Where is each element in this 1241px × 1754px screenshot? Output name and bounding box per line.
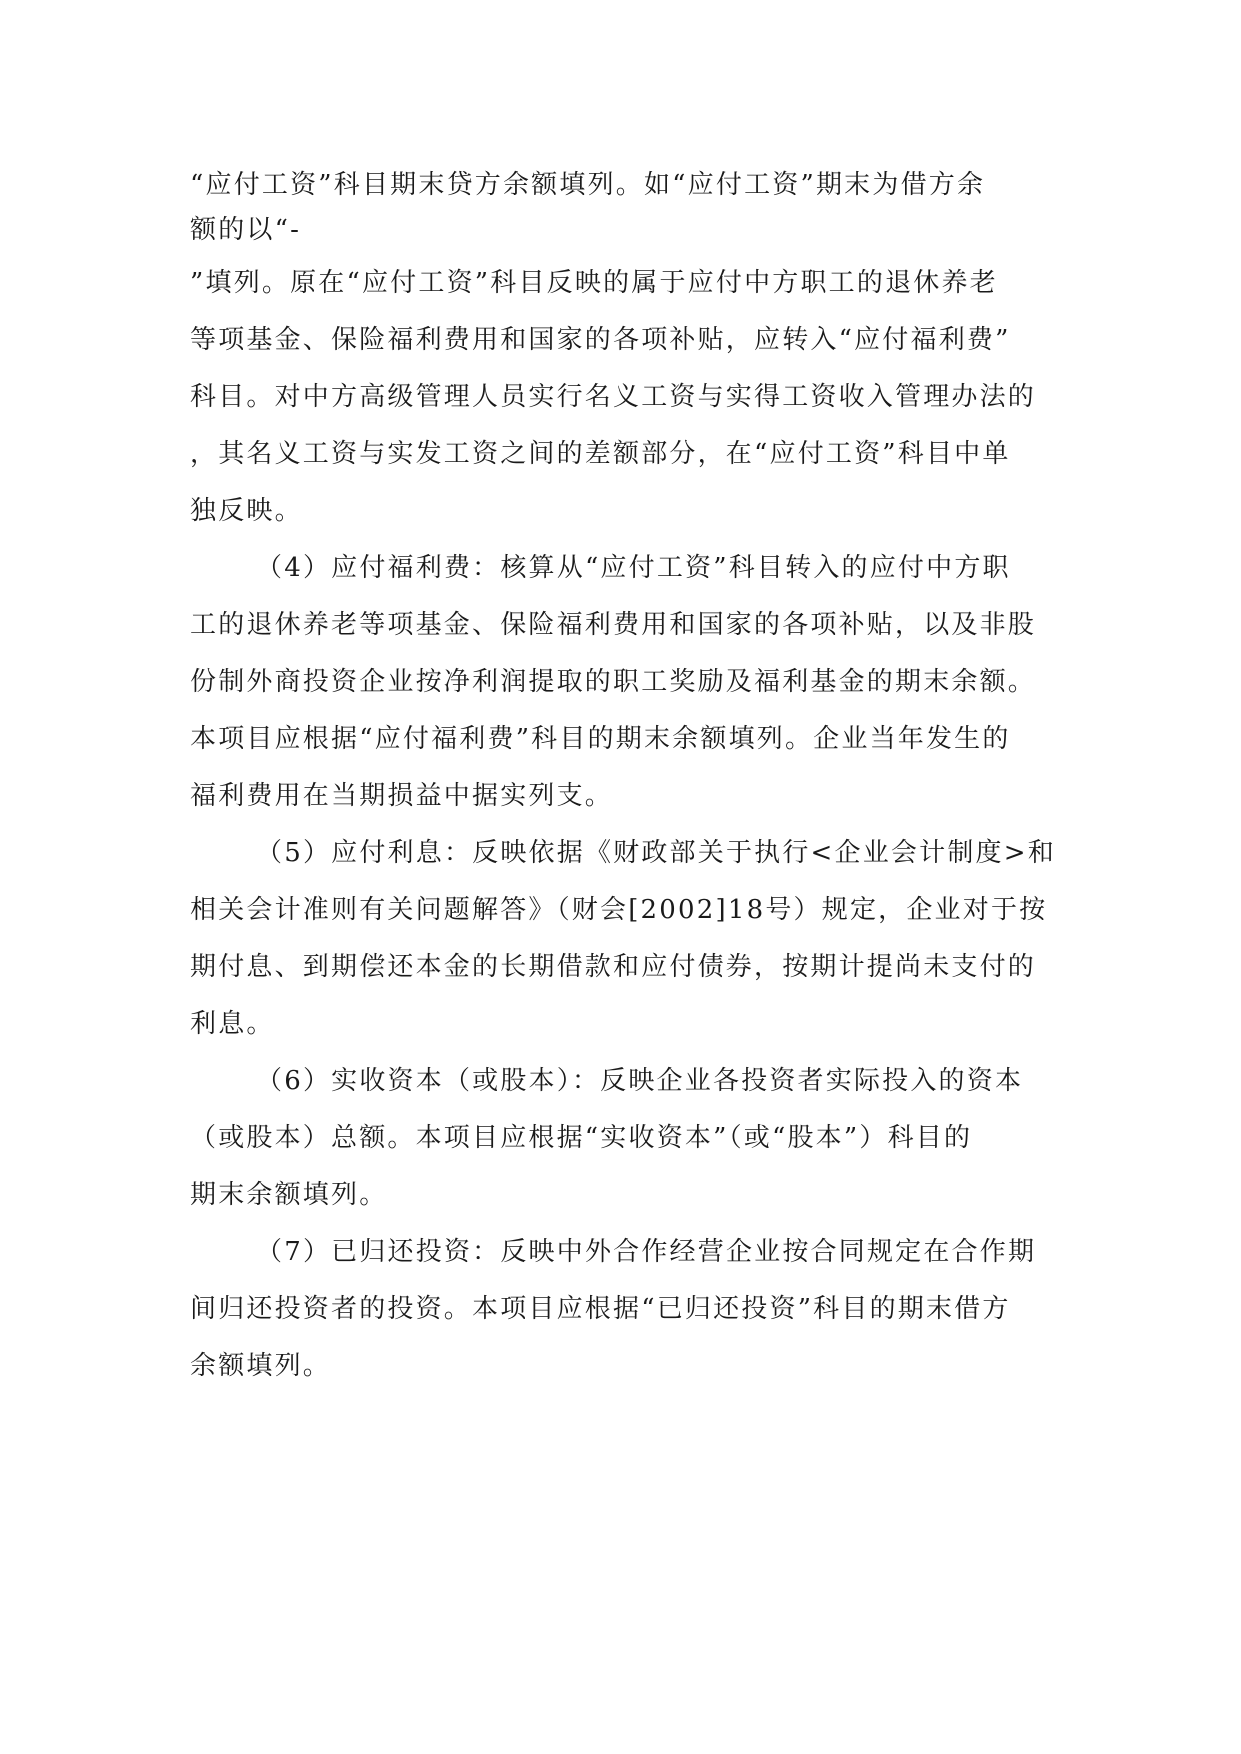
text-line: “应付工资”科目期末贷方余额填列。如“应付工资”期末为借方余 xyxy=(190,170,986,200)
text-line: 科目。对中方高级管理人员实行名义工资与实得工资收入管理办法的 xyxy=(190,382,1037,412)
text-line: 本项目应根据“应付福利费”科目的期末余额填列。企业当年发生的 xyxy=(190,724,1011,754)
text-line: 期付息、到期偿还本金的长期借款和应付债券，按期计提尚未支付的 xyxy=(190,952,1037,982)
text-line: 独反映。 xyxy=(190,496,303,526)
text-line: 福利费用在当期损益中据实列支。 xyxy=(190,781,614,811)
paragraph-start-line: （5）应付利息：反映依据《财政部关于执行<企业会计制度>和 xyxy=(256,838,1056,868)
text-line: 额的以“- xyxy=(190,215,302,245)
paragraph-start-line: （4）应付福利费：核算从“应付工资”科目转入的应付中方职 xyxy=(256,553,1011,583)
text-line: 期末余额填列。 xyxy=(190,1180,388,1210)
text-line: 相关会计准则有关问题解答》（财会[2002]18号）规定，企业对于按 xyxy=(190,895,1048,925)
text-line: ”填列。原在“应付工资”科目反映的属于应付中方职工的退休养老 xyxy=(190,268,998,298)
text-line: 份制外商投资企业按净利润提取的职工奖励及福利基金的期末余额。 xyxy=(190,667,1037,697)
text-line: （或股本）总额。本项目应根据“实收资本”（或“股本”）科目的 xyxy=(190,1123,973,1153)
text-line: ，其名义工资与实发工资之间的差额部分，在“应付工资”科目中单 xyxy=(190,439,1011,469)
text-line: 间归还投资者的投资。本项目应根据“已归还投资”科目的期末借方 xyxy=(190,1294,1011,1324)
text-line: 利息。 xyxy=(190,1009,275,1039)
paragraph-start-line: （6）实收资本（或股本）：反映企业各投资者实际投入的资本 xyxy=(256,1066,1024,1096)
text-line: 余额填列。 xyxy=(190,1351,332,1381)
text-line: 工的退休养老等项基金、保险福利费用和国家的各项补贴，以及非股 xyxy=(190,610,1037,640)
paragraph-start-line: （7）已归还投资：反映中外合作经营企业按合同规定在合作期 xyxy=(256,1237,1037,1267)
text-line: 等项基金、保险福利费用和国家的各项补贴，应转入“应付福利费” xyxy=(190,325,1011,355)
